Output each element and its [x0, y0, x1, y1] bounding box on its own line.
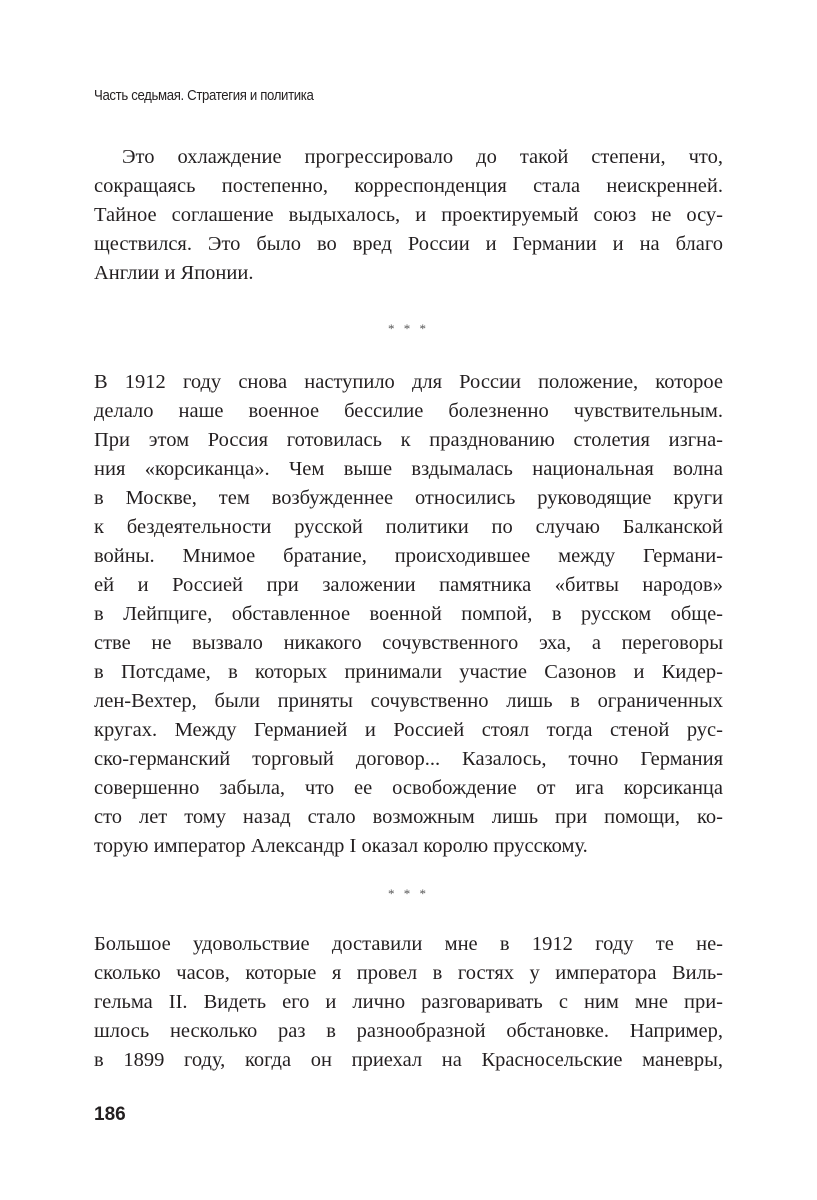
- text-line: к бездеятельности русской политики по случаю Балканской: [94, 516, 723, 538]
- text-line: войны. Мнимое братание, происходившее между Германи-: [94, 545, 723, 567]
- text-line: гельма II. Видеть его и лично разговаривать с ним мне при-: [94, 991, 723, 1013]
- text-line: ществился. Это было во вред России и Германии и на благо: [94, 233, 723, 255]
- text-line: В 1912 году снова наступило для России положение, которое: [94, 371, 723, 393]
- text-line: сколько часов, которые я провел в гостях у императора Виль-: [94, 962, 723, 984]
- text-line: торую император Александр I оказал королю прусскому.: [94, 835, 588, 857]
- paragraph-1: [94, 143, 723, 288]
- text-line: в Потсдаме, в которых принимали участие Сазонов и Кидер-: [94, 661, 723, 683]
- text-line: сокращаясь постепенно, корреспонденция стала неискренней.: [94, 175, 723, 197]
- text-line: Тайное соглашение выдыхалось, и проектируемый союз не осу-: [94, 204, 723, 226]
- text-line: совершенно забыла, что ее освобождение от ига корсиканца: [94, 777, 723, 799]
- section-separator: * * *: [388, 886, 429, 901]
- text-line: кругах. Между Германией и Россией стоял тогда стеной рус-: [94, 719, 723, 741]
- text-line: ей и Россией при заложении памятника «битвы народов»: [94, 574, 723, 596]
- paragraph-2: [94, 368, 723, 861]
- page-number: 186: [94, 1104, 126, 1125]
- paragraph-3: [94, 930, 723, 1075]
- text-line: Англии и Японии.: [94, 262, 254, 284]
- text-line: делало наше военное бессилие болезненно чувствительным.: [94, 400, 723, 422]
- text-line: шлось несколько раз в разнообразной обстановке. Например,: [94, 1020, 723, 1042]
- text-line: Это охлаждение прогрессировало до такой степени, что,: [122, 146, 723, 168]
- text-line: сто лет тому назад стало возможным лишь при помощи, ко-: [94, 806, 723, 828]
- text-line: в Лейпциге, обставленное военной помпой, в русском обще-: [94, 603, 723, 625]
- text-line: Большое удовольствие доставили мне в 1912 году те не-: [94, 933, 723, 955]
- text-line: При этом Россия готовилась к празднованию столетия изгна-: [94, 429, 723, 451]
- text-line: в 1899 году, когда он приехал на Красносельские маневры,: [94, 1049, 723, 1071]
- text-line: ско-германский торговый договор... Казалось, точно Германия: [94, 748, 723, 770]
- text-line: стве не вызвало никакого сочувственного эха, а переговоры: [94, 632, 723, 654]
- section-separator: * * *: [388, 321, 429, 336]
- text-line: ния «корсиканца». Чем выше вздымалась национальная волна: [94, 458, 723, 480]
- text-line: лен-Вехтер, были приняты сочувственно лишь в ограниченных: [94, 690, 723, 712]
- running-header: Часть седьмая. Стратегия и политика: [94, 87, 314, 104]
- text-line: в Москве, тем возбужденнее относились руководящие круги: [94, 487, 723, 509]
